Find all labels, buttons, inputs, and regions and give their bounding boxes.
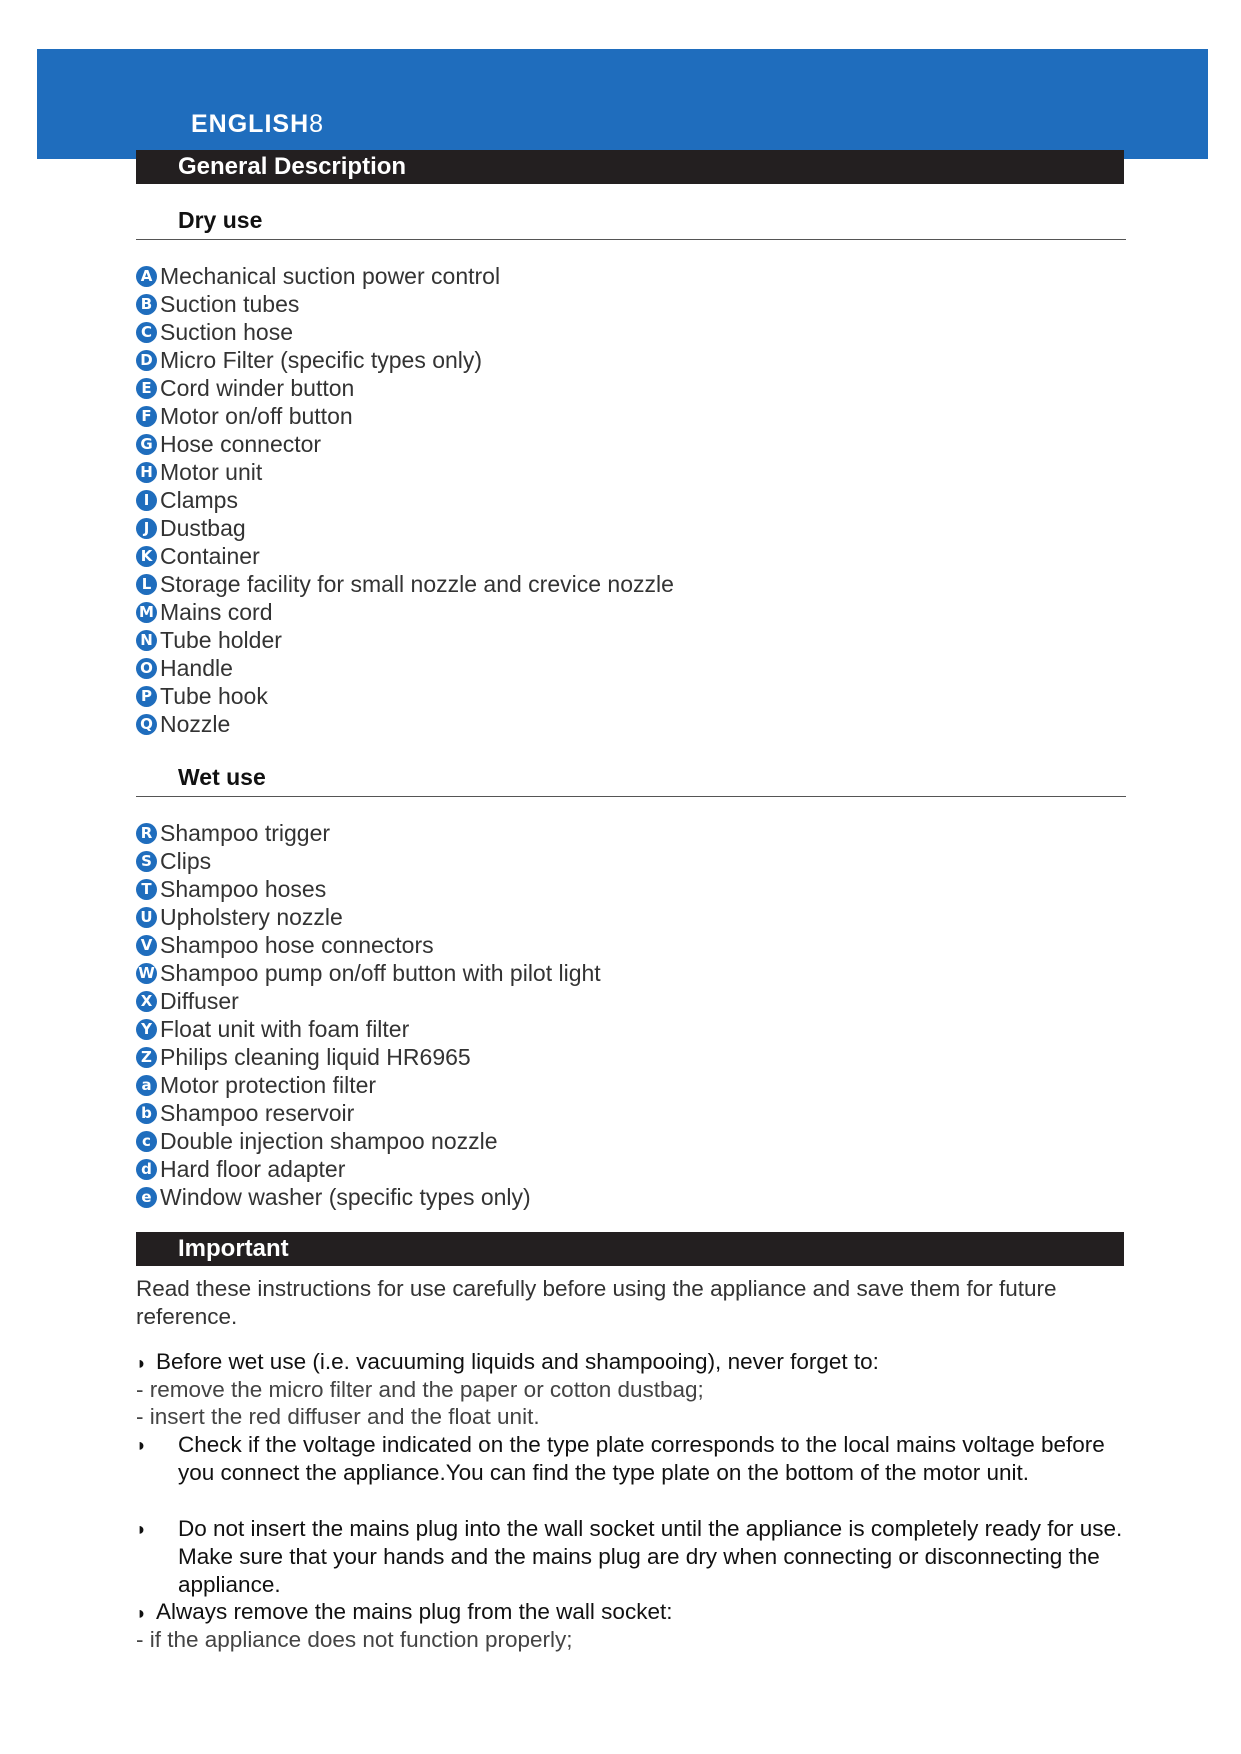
page-number: 8	[309, 110, 325, 138]
list-item	[136, 959, 601, 987]
list-item	[136, 626, 674, 654]
part-label: Suction hose	[160, 318, 293, 345]
letter-badge-icon: A	[136, 266, 157, 287]
remove-plug-warning	[136, 1598, 1126, 1627]
list-item	[136, 682, 674, 710]
list-item	[136, 1043, 601, 1071]
letter-badge-icon: X	[136, 991, 157, 1012]
letter-badge-icon: T	[136, 879, 157, 900]
letter-badge-icon: P	[136, 686, 157, 707]
letter-badge-icon: d	[136, 1159, 157, 1180]
wet-use-warning	[136, 1348, 1126, 1377]
letter-badge-icon: e	[136, 1187, 157, 1208]
list-item	[136, 1127, 601, 1155]
letter-badge-icon: O	[136, 658, 157, 679]
part-label: Shampoo hose connectors	[160, 931, 434, 958]
remove-plug-warning-text: Always remove the mains plug from the wall socket:	[156, 1599, 673, 1624]
plug-warning	[136, 1515, 1126, 1599]
letter-badge-icon: a	[136, 1075, 157, 1096]
list-item	[136, 318, 674, 346]
list-item	[136, 290, 674, 318]
bullet-icon: ◗	[136, 1519, 147, 1539]
letter-badge-icon: Z	[136, 1047, 157, 1068]
list-item	[136, 430, 674, 458]
letter-badge-icon: Q	[136, 714, 157, 735]
dry-use-parts-list	[136, 262, 674, 738]
bullet-icon: ◗	[136, 1603, 147, 1623]
part-label: Shampoo pump on/off button with pilot light	[160, 959, 601, 986]
voltage-warning-text: Check if the voltage indicated on the type plate corresponds to the local mains voltage before you connect the appliance.You can find the type plate on the bottom of the motor unit.	[178, 1432, 1105, 1485]
letter-badge-icon: M	[136, 602, 157, 623]
letter-badge-icon: N	[136, 630, 157, 651]
part-label: Motor on/off button	[160, 402, 353, 429]
part-label: Clamps	[160, 486, 238, 513]
part-label: Hard floor adapter	[160, 1155, 346, 1182]
letter-badge-icon: G	[136, 434, 157, 455]
part-label: Micro Filter (specific types only)	[160, 346, 483, 373]
letter-badge-icon: F	[136, 406, 157, 427]
list-item	[136, 875, 601, 903]
language-label: ENGLISH	[191, 110, 310, 138]
part-label: Window washer (specific types only)	[160, 1183, 531, 1210]
letter-badge-icon: L	[136, 574, 157, 595]
list-item	[136, 1015, 601, 1043]
list-item	[136, 262, 674, 290]
list-item	[136, 654, 674, 682]
part-label: Motor protection filter	[160, 1071, 377, 1098]
section-title: Important	[178, 1235, 289, 1262]
section-bar-important	[136, 1232, 1124, 1266]
part-label: Motor unit	[160, 458, 263, 485]
list-item	[136, 1071, 601, 1099]
list-item	[136, 847, 601, 875]
list-item	[136, 931, 601, 959]
list-item	[136, 542, 674, 570]
letter-badge-icon: H	[136, 462, 157, 483]
subheading-dry-use	[136, 200, 1126, 240]
part-label: Shampoo reservoir	[160, 1099, 355, 1126]
bullet-icon: ◗	[136, 1353, 147, 1373]
list-item	[136, 1183, 601, 1211]
voltage-warning	[136, 1431, 1126, 1487]
wet-use-warning-text: Before wet use (i.e. vacuuming liquids and shampooing), never forget to:	[156, 1349, 879, 1374]
list-item: - remove the micro filter and the paper or cotton dustbag;	[136, 1377, 704, 1402]
wet-use-parts-list	[136, 819, 601, 1211]
part-label: Shampoo hoses	[160, 875, 327, 902]
letter-badge-icon: K	[136, 546, 157, 567]
list-item	[136, 903, 601, 931]
part-label: Diffuser	[160, 987, 239, 1014]
subheading-wet-use	[136, 757, 1126, 797]
part-label: Float unit with foam filter	[160, 1015, 410, 1042]
part-label: Shampoo trigger	[160, 819, 331, 846]
letter-badge-icon: C	[136, 322, 157, 343]
part-label: Tube holder	[160, 626, 282, 653]
letter-badge-icon: E	[136, 378, 157, 399]
part-label: Tube hook	[160, 682, 268, 709]
list-item	[136, 1099, 601, 1127]
part-label: Storage facility for small nozzle and crevice nozzle	[160, 570, 674, 597]
list-item	[136, 598, 674, 626]
intro-paragraph: Read these instructions for use carefully before using the appliance and save them for future reference.	[136, 1276, 1057, 1329]
section-bar-general-description	[136, 150, 1124, 184]
list-item	[136, 710, 674, 738]
header-banner	[37, 49, 1208, 159]
list-item	[136, 514, 674, 542]
list-item	[136, 402, 674, 430]
list-item	[136, 374, 674, 402]
part-label: Container	[160, 542, 260, 569]
list-item	[136, 570, 674, 598]
part-label: Double injection shampoo nozzle	[160, 1127, 498, 1154]
part-label: Handle	[160, 654, 233, 681]
plug-warning-text: Do not insert the mains plug into the wall socket until the appliance is completely ready for use. Make sure that your hands and the mains plug are dry when connecting or disconnecting the appliance.	[178, 1516, 1123, 1597]
list-item: - if the appliance does not function properly;	[136, 1627, 573, 1652]
section-title: General Description	[178, 153, 407, 180]
letter-badge-icon: I	[136, 490, 157, 511]
letter-badge-icon: D	[136, 350, 157, 371]
letter-badge-icon: c	[136, 1131, 157, 1152]
letter-badge-icon: W	[136, 963, 157, 984]
part-label: Dustbag	[160, 514, 246, 541]
part-label: Cord winder button	[160, 374, 355, 401]
letter-badge-icon: S	[136, 851, 157, 872]
letter-badge-icon: b	[136, 1103, 157, 1124]
list-item	[136, 346, 674, 374]
list-item	[136, 819, 601, 847]
letter-badge-icon: J	[136, 518, 157, 539]
letter-badge-icon: U	[136, 907, 157, 928]
subheading-label: Wet use	[178, 764, 266, 790]
part-label: Hose connector	[160, 430, 322, 457]
letter-badge-icon: B	[136, 294, 157, 315]
part-label: Philips cleaning liquid HR6965	[160, 1043, 471, 1070]
part-label: Nozzle	[160, 710, 231, 737]
list-item	[136, 486, 674, 514]
bullet-icon: ◗	[136, 1435, 147, 1455]
part-label: Suction tubes	[160, 290, 300, 317]
part-label: Upholstery nozzle	[160, 903, 343, 930]
letter-badge-icon: V	[136, 935, 157, 956]
list-item: - insert the red diffuser and the float unit.	[136, 1404, 540, 1429]
letter-badge-icon: R	[136, 823, 157, 844]
part-label: Mechanical suction power control	[160, 262, 501, 289]
part-label: Clips	[160, 847, 212, 874]
list-item	[136, 987, 601, 1015]
letter-badge-icon: Y	[136, 1019, 157, 1040]
part-label: Mains cord	[160, 598, 273, 625]
list-item	[136, 458, 674, 486]
subheading-label: Dry use	[178, 207, 263, 233]
list-item	[136, 1155, 601, 1183]
language-header	[191, 110, 324, 139]
